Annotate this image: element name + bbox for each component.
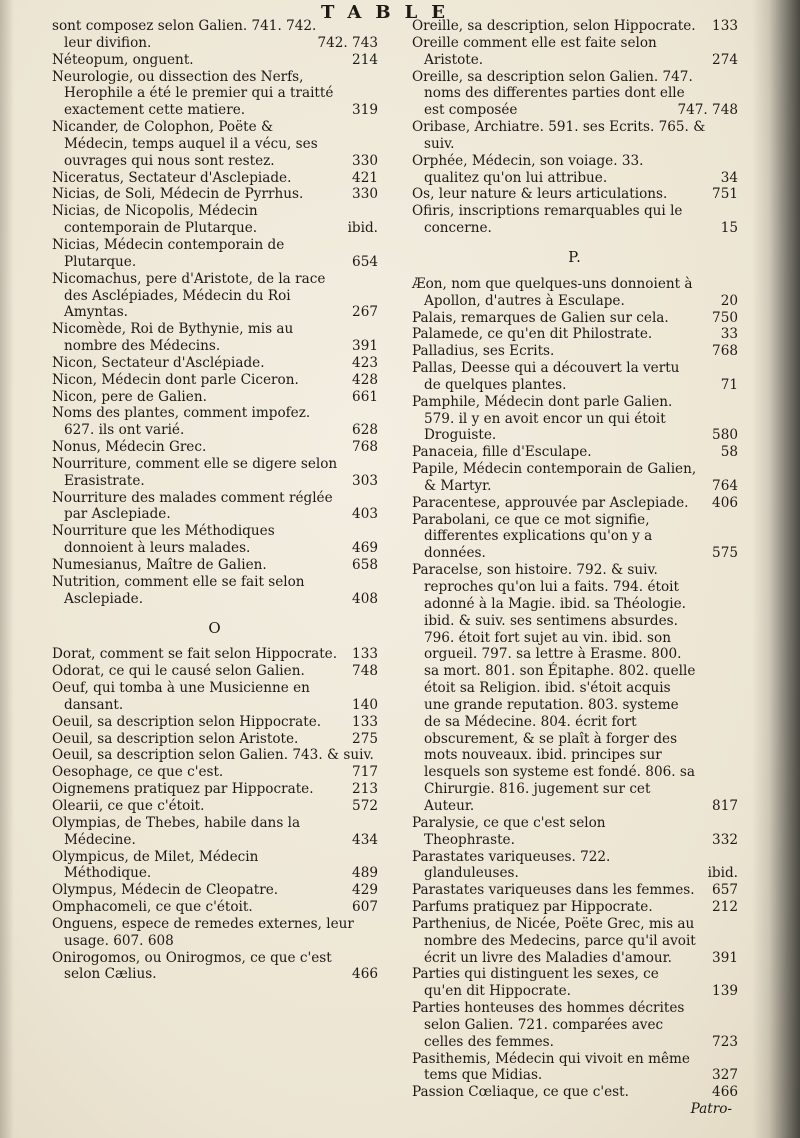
index-entry <box>52 203 378 237</box>
entry-text: Nicon, Sectateur d'Asclépiade. <box>52 354 265 371</box>
page-reference: 406 <box>712 494 738 511</box>
page-reference: 628 <box>352 422 378 439</box>
page-reference: 658 <box>352 557 378 573</box>
entry-text: Parastates variqueuses dans les femmes. <box>412 882 695 899</box>
index-entry <box>412 849 738 883</box>
page-reference: ibid. <box>347 220 378 237</box>
index-entry <box>412 326 738 343</box>
page-reference: 429 <box>352 882 378 899</box>
page-reference: ibid. <box>707 865 738 882</box>
index-entry <box>52 490 378 524</box>
binding-edge-shadow <box>752 0 800 1138</box>
entry-text: Parastates variqueuses. 722. glanduleuses. <box>412 848 611 882</box>
page-reference: 466 <box>712 1084 738 1101</box>
index-entry <box>412 562 738 815</box>
entry-text: Pallas, Deesse qui a découvert la vertu de quelques plantes. <box>412 360 680 393</box>
index-entry <box>412 966 738 1000</box>
index-entry <box>412 461 738 495</box>
entry-text: Oignemens pratiquez par Hippocrate. <box>52 781 314 798</box>
index-entry <box>412 899 738 916</box>
entry-text: Passion Cœliaque, ce que c'est. <box>412 1084 629 1101</box>
n-entries <box>52 18 378 608</box>
index-entry <box>412 1051 738 1085</box>
entry-text: Oeuf, qui tomba à une Musicienne en dansant. <box>52 680 310 713</box>
page-reference: 747. 748 <box>677 102 738 119</box>
entry-text: Nicomachus, pere d'Aristote, de la race des Asclépiades, Médecin du Roi Amyntas. <box>52 270 326 321</box>
page-reference: 275 <box>352 730 378 747</box>
section-letter-p: P. <box>568 247 582 266</box>
page-reference: 580 <box>712 427 738 444</box>
page-reference: 391 <box>352 338 378 355</box>
right-column <box>412 18 738 1118</box>
page-reference: 403 <box>352 506 378 523</box>
entry-text: Oesophage, ce que c'est. <box>52 764 224 781</box>
entry-text: Nicias, de Nicopolis, Médecin contemporain de Plutarque. <box>52 203 258 237</box>
page-reference: 327 <box>712 1067 738 1084</box>
page-reference: 421 <box>352 169 378 186</box>
index-entry <box>52 950 378 984</box>
running-head: TABLE <box>321 2 459 23</box>
index-entry <box>412 882 738 899</box>
entry-text: Niceratus, Sectateur d'Asclepiade. <box>52 169 292 186</box>
entry-text: Oreille, sa description selon Galien. 747. noms des differentes parties dont elle est composée <box>412 68 693 119</box>
entry-text: Olympias, de Thebes, habile dans la Médecine. <box>52 814 301 848</box>
catchword: Patro- <box>690 1101 732 1118</box>
index-entry <box>52 747 378 764</box>
page-reference: 140 <box>352 696 378 713</box>
page-reference: 319 <box>352 102 378 119</box>
index-entry <box>52 18 378 52</box>
entry-text: Dorat, comment se fait selon Hippocrate. <box>52 646 338 663</box>
o-entries-continued <box>412 18 738 237</box>
entry-text: Os, leur nature & leurs articulations. <box>412 186 668 203</box>
entry-text: Numesianus, Maître de Galien. <box>52 557 267 573</box>
entry-text: Nutrition, comment elle se fait selon Asclepiade. <box>52 573 305 607</box>
page-reference: 575 <box>712 545 738 562</box>
index-entry <box>412 360 738 394</box>
index-entry <box>52 764 378 781</box>
entry-text: Nicias, Médecin contemporain de Plutarque. <box>52 236 285 270</box>
index-entry <box>52 355 378 372</box>
entry-text: sont composez selon Galien. 741. 742. leur divifion. <box>52 18 317 51</box>
page-reference: 303 <box>352 472 378 489</box>
page-reference: 71 <box>720 376 738 393</box>
entry-text: Palladius, ses Ecrits. <box>412 343 555 360</box>
index-entry <box>52 119 378 170</box>
page-reference: 330 <box>352 152 378 169</box>
index-entry <box>52 714 378 731</box>
entry-text: Nicander, de Colophon, Poëte & Médecin, temps auquel il a vécu, ses ouvrages qui nous sont restez. <box>52 119 318 169</box>
entry-text: Oreille, sa description, selon Hippocrate. <box>412 18 696 34</box>
entry-text: Æon, nom que quelques-uns donnoient à Apollon, d'autres à Esculape. <box>412 275 693 309</box>
index-entry <box>52 882 378 899</box>
index-entry <box>412 916 738 967</box>
page-reference: 434 <box>352 831 378 848</box>
index-entry <box>412 444 738 461</box>
page-reference: 748 <box>352 663 378 680</box>
page-reference: 214 <box>352 51 378 68</box>
page-reference: 657 <box>712 882 738 899</box>
index-entry <box>52 439 378 456</box>
index-entry <box>52 574 378 608</box>
page-reference: 572 <box>352 797 378 814</box>
entry-text: Oeuil, sa description selon Aristote. <box>52 730 299 747</box>
entry-text: Olearii, ce que c'étoit. <box>52 797 205 814</box>
page-reference: 489 <box>352 865 378 882</box>
index-entry <box>412 310 738 327</box>
index-entry <box>412 35 738 69</box>
entry-text: Nicon, Médecin dont parle Ciceron. <box>52 371 299 388</box>
section-letter-o: O <box>208 618 222 637</box>
page-reference: 20 <box>720 292 738 309</box>
index-entry <box>52 557 378 574</box>
index-entry <box>412 343 738 360</box>
index-entry <box>52 237 378 271</box>
page-reference: 607 <box>352 899 378 916</box>
entry-text: Papile, Médecin contemporain de Galien, & Martyr. <box>412 461 697 494</box>
index-entry <box>52 456 378 490</box>
index-entry <box>412 276 738 310</box>
index-entry <box>52 170 378 187</box>
page-reference: 133 <box>712 18 738 34</box>
entry-text: Paralysie, ce que c'est selon Theophraste. <box>412 814 606 848</box>
entry-text: Pamphile, Médecin dont parle Galien. 579. il y en avoit encor un qui étoit Droguiste. <box>412 393 673 444</box>
page-reference: 750 <box>712 309 738 326</box>
page-reference: 391 <box>712 949 738 966</box>
index-entry <box>412 203 738 237</box>
page-reference: 139 <box>712 983 738 1000</box>
page-reference: 717 <box>352 764 378 781</box>
page-reference: 466 <box>352 966 378 983</box>
index-entry <box>412 495 738 512</box>
index-entry <box>52 372 378 389</box>
page-reference: 33 <box>720 326 738 343</box>
index-entry <box>52 523 378 557</box>
entry-text: Parthenius, de Nicée, Poëte Grec, mis au nombre des Medecins, parce qu'il avoit écrit un livre des Maladies d'amour. <box>412 915 696 966</box>
entry-text: Oribase, Archiatre. 591. ses Ecrits. 765. & suiv. <box>412 119 706 152</box>
page-reference: 423 <box>352 354 378 371</box>
entry-text: Parties qui distinguent les sexes, ce qu'en dit Hippocrate. <box>412 966 659 1000</box>
entry-text: Odorat, ce qui le causé selon Galien. <box>52 663 305 680</box>
index-entry <box>52 69 378 120</box>
entry-text: Oeuil, sa description selon Galien. 743. & suiv. <box>52 747 374 764</box>
index-entry <box>52 646 378 663</box>
entry-text: Nicomède, Roi de Bythynie, mis au nombre des Médecins. <box>52 321 294 355</box>
index-entry <box>412 1084 738 1101</box>
entry-text: Neurologie, ou dissection des Nerfs, Herophile a été le premier qui a traitté exactement cette matiere. <box>52 68 334 119</box>
entry-text: Noms des plantes, comment impofez. 627. ils ont varié. <box>52 405 311 439</box>
index-entry <box>52 52 378 69</box>
index-entry <box>52 731 378 748</box>
page-reference: 34 <box>720 169 738 186</box>
entry-text: Nicias, de Soli, Médecin de Pyrrhus. <box>52 186 304 203</box>
index-entry <box>52 849 378 883</box>
entry-text: Oreille comment elle est faite selon Aristote. <box>412 34 657 68</box>
page-reference: 133 <box>352 646 378 663</box>
entry-text: Nourriture des malades comment réglée par Asclepiade. <box>52 489 333 523</box>
entry-text: Paracelse, son histoire. 792. & suiv. reproches qu'on lui a faits. 794. étoit adonné à la Magie. ibid. sa Théologie. ibid. & suiv. ses sentimens absurdes. 796. étoit fort sujet au vin. ibid. son orgueil. 797. sa lettre à Erasme. 800. sa mort. 801. son Épitaphe. 802. quelle étoit sa Religion. ibid. s'étoit acquis une grande reputation. 803. systeme de sa Médecine. 804. écrit fort obscurement, & se plaît à forger des mots nouveaux. ibid. principes sur lesquels son systeme est fondé. 806. sa Chirurgie. 816. jugement sur cet Auteur. <box>412 562 696 814</box>
page-reference: 408 <box>352 590 378 607</box>
entry-text: Onguens, espece de remedes externes, leur usage. 607. 608 <box>52 915 354 949</box>
entry-text: Orphée, Médecin, son voiage. 33. qualitez qu'on lui attribue. <box>412 152 644 186</box>
entry-text: Néteopum, onguent. <box>52 51 194 68</box>
index-entry <box>412 394 738 445</box>
page-reference: 213 <box>352 781 378 798</box>
page-reference: 764 <box>712 477 738 494</box>
index-entry <box>52 186 378 203</box>
page-reference: 274 <box>712 51 738 68</box>
page-reference: 751 <box>712 186 738 203</box>
page-reference: 817 <box>712 797 738 814</box>
index-entry <box>52 781 378 798</box>
p-entries <box>412 276 738 1101</box>
index-entry <box>412 1000 738 1051</box>
page-reference: 58 <box>720 444 738 461</box>
page-reference: 332 <box>712 831 738 848</box>
entry-text: Parfums pratiquez par Hippocrate. <box>412 899 653 916</box>
page-reference: 212 <box>712 899 738 916</box>
index-entry <box>52 321 378 355</box>
index-entry <box>52 798 378 815</box>
page-reference: 768 <box>712 343 738 360</box>
entry-text: Nourriture, comment elle se digere selon Erasistrate. <box>52 455 338 489</box>
page-reference: 742. 743 <box>317 34 378 51</box>
entry-text: Nourriture que les Méthodiques donnoient à leurs malades. <box>52 523 275 557</box>
index-entry <box>52 663 378 680</box>
entry-text: Palais, remarques de Galien sur cela. <box>412 309 669 326</box>
index-entry <box>412 69 738 120</box>
index-entry <box>52 680 378 714</box>
left-column <box>52 18 378 983</box>
entry-text: Parabolani, ce que ce mot signifie, differentes explications qu'on y a données. <box>412 511 653 562</box>
page-reference: 133 <box>352 713 378 730</box>
entry-text: Olympicus, de Milet, Médecin Méthodique. <box>52 848 259 882</box>
entry-text: Palamede, ce qu'en dit Philostrate. <box>412 326 653 343</box>
entry-text: Panaceia, fille d'Esculape. <box>412 444 592 461</box>
entry-text: Oeuil, sa description selon Hippocrate. <box>52 713 322 730</box>
entry-text: Olympus, Médecin de Cleopatre. <box>52 882 279 899</box>
page-gutter-shadow <box>0 0 14 1138</box>
page-reference: 428 <box>352 371 378 388</box>
page-reference: 15 <box>720 220 738 237</box>
entry-text: Parties honteuses des hommes décrites selon Galien. 721. comparées avec celles des femmes. <box>412 1000 685 1050</box>
index-entry <box>52 899 378 916</box>
index-entry <box>52 405 378 439</box>
page-reference: 469 <box>352 540 378 557</box>
entry-text: Nonus, Médecin Grec. <box>52 439 207 456</box>
index-entry <box>52 389 378 406</box>
index-entry <box>52 815 378 849</box>
page-reference: 267 <box>352 304 378 321</box>
page-reference: 330 <box>352 186 378 203</box>
page-reference: 654 <box>352 253 378 270</box>
entry-text: Paracentese, approuvée par Asclepiade. <box>412 494 689 511</box>
index-entry <box>52 271 378 322</box>
entry-text: Pasithemis, Médecin qui vivoit en même tems que Midias. <box>412 1050 690 1084</box>
page-reference: 661 <box>352 388 378 405</box>
index-entry <box>52 916 378 950</box>
entry-text: Omphacomeli, ce que c'étoit. <box>52 899 253 916</box>
index-entry <box>412 815 738 849</box>
index-entry <box>412 153 738 187</box>
index-entry <box>412 18 738 35</box>
o-entries <box>52 646 378 983</box>
entry-text: Onirogomos, ou Onirogmos, ce que c'est selon Cælius. <box>52 949 332 983</box>
entry-text: Nicon, pere de Galien. <box>52 388 207 405</box>
page-reference: 723 <box>712 1033 738 1050</box>
index-entry <box>412 186 738 203</box>
index-entry <box>412 119 738 153</box>
page-reference: 768 <box>352 439 378 456</box>
entry-text: Ofiris, inscriptions remarquables qui le concerne. <box>412 203 683 237</box>
index-entry <box>412 512 738 563</box>
